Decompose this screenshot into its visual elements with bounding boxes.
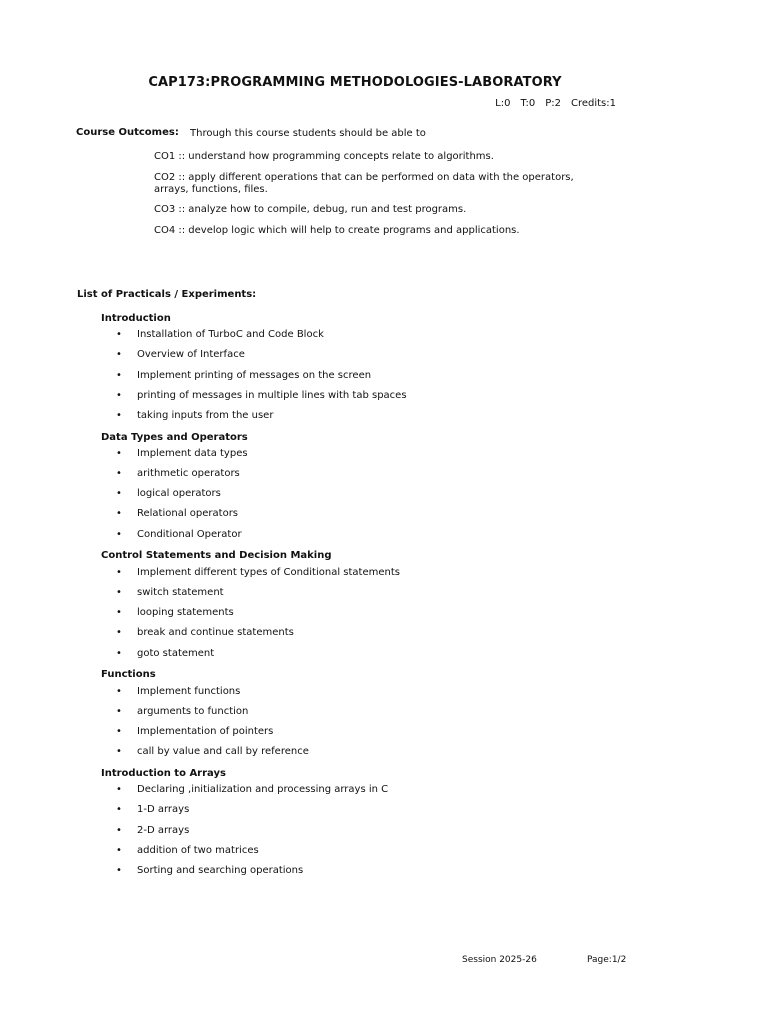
list-item-text: 2-D arrays bbox=[137, 825, 190, 836]
bullet: • bbox=[116, 706, 122, 717]
bullet: • bbox=[116, 567, 122, 578]
tutorial-hours: T:0 bbox=[520, 98, 536, 109]
list-item-text: arguments to function bbox=[137, 706, 249, 717]
list-item bbox=[116, 370, 371, 381]
list-item-text: switch statement bbox=[137, 587, 224, 598]
list-item-text: Installation of TurboC and Code Block bbox=[137, 329, 324, 340]
section-heading-control-statements: Control Statements and Decision Making bbox=[101, 550, 332, 561]
bullet: • bbox=[116, 607, 122, 618]
list-item bbox=[116, 607, 234, 618]
course-outcome-1: CO1 :: understand how programming concepts relate to algorithms. bbox=[154, 151, 494, 162]
bullet: • bbox=[116, 845, 122, 856]
bullet: • bbox=[116, 468, 122, 479]
bullet: • bbox=[116, 784, 122, 795]
course-outcomes-intro: Through this course students should be able to bbox=[190, 128, 426, 139]
footer-session: Session 2025-26 bbox=[462, 955, 537, 965]
list-item bbox=[116, 587, 224, 598]
bullet: • bbox=[116, 587, 122, 598]
practical-hours: P:2 bbox=[545, 98, 561, 109]
lecture-hours: L:0 bbox=[495, 98, 511, 109]
bullet: • bbox=[116, 825, 122, 836]
bullet: • bbox=[116, 648, 122, 659]
list-item bbox=[116, 448, 248, 459]
document-title: CAP173:PROGRAMMING METHODOLOGIES-LABORATORY bbox=[148, 75, 562, 90]
list-item-text: Implement functions bbox=[137, 686, 241, 697]
bullet: • bbox=[116, 410, 122, 421]
course-outcome-2: CO2 :: apply different operations that can be performed on data with the operators, arrays, functions, files. bbox=[154, 172, 574, 195]
list-item-text: taking inputs from the user bbox=[137, 410, 274, 421]
credits: Credits:1 bbox=[570, 98, 616, 109]
list-item-text: Implement data types bbox=[137, 448, 248, 459]
list-item bbox=[116, 410, 273, 421]
list-item bbox=[116, 706, 248, 717]
bullet: • bbox=[116, 686, 122, 697]
list-item bbox=[116, 784, 388, 795]
bullet: • bbox=[116, 448, 122, 459]
bullet: • bbox=[116, 349, 122, 360]
ltp-credits bbox=[485, 98, 616, 109]
list-item bbox=[116, 329, 324, 340]
list-item-text: Implement printing of messages on the screen bbox=[137, 370, 372, 381]
list-item-text: Declaring ,initialization and processing arrays in C bbox=[137, 784, 389, 795]
course-outcomes-label: Course Outcomes: bbox=[76, 127, 179, 138]
bullet: • bbox=[116, 804, 122, 815]
list-item-text: Implement different types of Conditional statements bbox=[137, 567, 400, 578]
list-item-text: Implementation of pointers bbox=[137, 726, 274, 737]
section-heading-arrays: Introduction to Arrays bbox=[101, 768, 226, 779]
practicals-list-title: List of Practicals / Experiments: bbox=[77, 289, 257, 300]
list-item bbox=[116, 508, 238, 519]
list-item bbox=[116, 648, 214, 659]
footer-page-number: Page:1/2 bbox=[587, 955, 627, 965]
list-item-text: addition of two matrices bbox=[137, 845, 259, 856]
section-heading-functions: Functions bbox=[101, 669, 156, 680]
bullet: • bbox=[116, 508, 122, 519]
list-item bbox=[116, 746, 309, 757]
list-item-text: Sorting and searching operations bbox=[137, 865, 304, 876]
list-item bbox=[116, 686, 240, 697]
list-item bbox=[116, 804, 189, 815]
list-item bbox=[116, 865, 303, 876]
list-item-text: logical operators bbox=[137, 488, 221, 499]
list-item bbox=[116, 627, 294, 638]
list-item bbox=[116, 488, 221, 499]
list-item bbox=[116, 468, 240, 479]
list-item bbox=[116, 567, 400, 578]
list-item-text: break and continue statements bbox=[137, 627, 294, 638]
bullet: • bbox=[116, 370, 122, 381]
bullet: • bbox=[116, 390, 122, 401]
list-item-text: goto statement bbox=[137, 648, 215, 659]
list-item-text: printing of messages in multiple lines with tab spaces bbox=[137, 390, 407, 401]
section-heading-introduction: Introduction bbox=[101, 313, 171, 324]
list-item bbox=[116, 529, 242, 540]
list-item-text: looping statements bbox=[137, 607, 234, 618]
bullet: • bbox=[116, 488, 122, 499]
course-outcome-3: CO3 :: analyze how to compile, debug, run and test programs. bbox=[154, 204, 467, 215]
list-item-text: Relational operators bbox=[137, 508, 239, 519]
bullet: • bbox=[116, 529, 122, 540]
list-item bbox=[116, 349, 245, 360]
list-item bbox=[116, 390, 407, 401]
list-item-text: arithmetic operators bbox=[137, 468, 240, 479]
list-item-text: Overview of Interface bbox=[137, 349, 245, 360]
list-item bbox=[116, 825, 189, 836]
bullet: • bbox=[116, 726, 122, 737]
list-item-text: Conditional Operator bbox=[137, 529, 242, 540]
bullet: • bbox=[116, 627, 122, 638]
list-item-text: call by value and call by reference bbox=[137, 746, 309, 757]
course-outcome-4: CO4 :: develop logic which will help to create programs and applications. bbox=[154, 225, 520, 236]
bullet: • bbox=[116, 329, 122, 340]
bullet: • bbox=[116, 746, 122, 757]
list-item bbox=[116, 726, 273, 737]
list-item-text: 1-D arrays bbox=[137, 804, 190, 815]
list-item bbox=[116, 845, 259, 856]
bullet: • bbox=[116, 865, 122, 876]
section-heading-data-types: Data Types and Operators bbox=[101, 432, 248, 443]
